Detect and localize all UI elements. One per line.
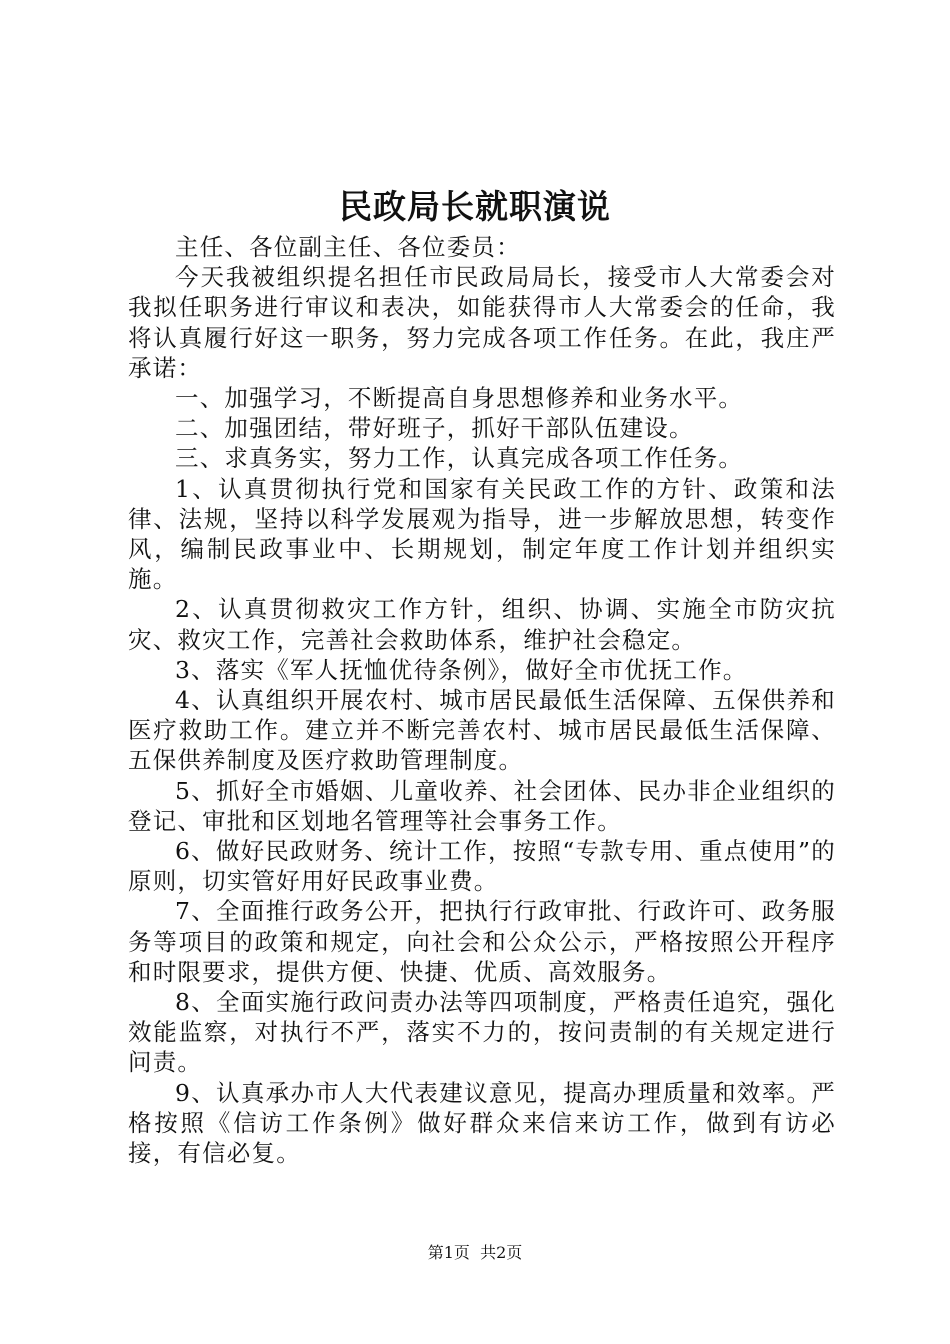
paragraph-item-2: 2、认真贯彻救灾工作方针，组织、协调、实施全市防灾抗灾、救灾工作，完善社会救助体系，维护社会稳定。 (128, 595, 836, 654)
paragraph-item-8: 8、全面实施行政问责办法等四项制度，严格责任追究，强化效能监察，对执行不严，落实不力的，按问责制的有关规定进行问责。 (128, 988, 836, 1077)
paragraph-item-3: 3、落实《军人抚恤优待条例》，做好全市优抚工作。 (175, 655, 748, 684)
paragraph-item-4: 4、认真组织开展农村、城市居民最低生活保障、五保供养和医疗救助工作。建立并不断完善农村、城市居民最低生活保障、五保供养制度及医疗救助管理制度。 (128, 686, 836, 775)
paragraph-item-1: 1、认真贯彻执行党和国家有关民政工作的方针、政策和法律、法规，坚持以科学发展观为指导，进一步解放思想，转变作风，编制民政事业中、长期规划，制定年度工作计划并组织实施。 (128, 474, 836, 594)
paragraph-item-5: 5、抓好全市婚姻、儿童收养、社会团体、民办非企业组织的登记、审批和区划地名管理等社会事务工作。 (128, 776, 836, 835)
paragraph-pledge-3: 三、求真务实，努力工作，认真完成各项工作任务。 (175, 444, 744, 473)
paragraph-item-7: 7、全面推行政务公开，把执行行政审批、行政许可、政务服务等项目的政策和规定，向社会和公众公示，严格按照公开程序和时限要求，提供方便、快捷、优质、高效服务。 (128, 897, 836, 986)
paragraph-pledge-2: 二、加强团结，带好班子，抓好干部队伍建设。 (175, 414, 694, 443)
paragraph-intro: 今天我被组织提名担任市民政局局长，接受市人大常委会对我拟任职务进行审议和表决，如能获得市人大常委会的任命，我将认真履行好这一职务，努力完成各项工作任务。在此，我庄严承诺： (128, 263, 836, 382)
page-footer (0, 1241, 950, 1265)
page-total: 共2页 (480, 1243, 523, 1262)
document-body (128, 232, 836, 1168)
paragraph-item-9: 9、认真承办市人大代表建议意见，提高办理质量和效率。严格按照《信访工作条例》做好群众来信来访工作，做到有访必接，有信必复。 (128, 1078, 836, 1168)
page-number: 第1页 (427, 1243, 470, 1262)
paragraph-pledge-1: 一、加强学习，不断提高自身思想修养和业务水平。 (175, 384, 744, 413)
footer-spacer (470, 1243, 480, 1262)
document-title: 民政局长就职演说 (339, 187, 611, 226)
salutation: 主任、各位副主任、各位委员： (175, 233, 521, 261)
paragraph-item-6: 6、做好民政财务、统计工作，按照“专款专用、重点使用”的原则，切实管好用好民政事业费。 (128, 837, 836, 896)
